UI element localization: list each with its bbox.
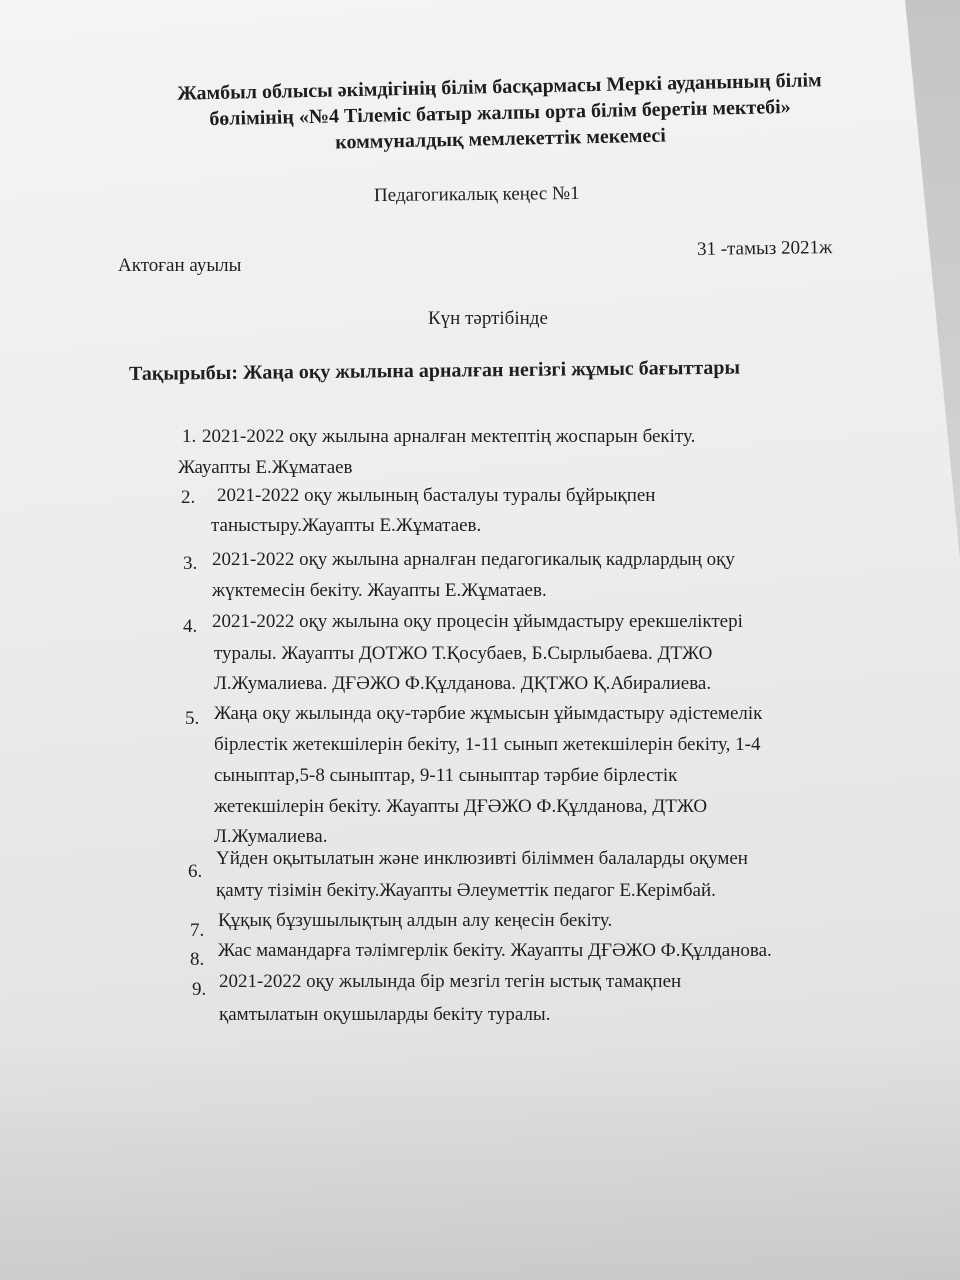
list-item-line: бірлестік жетекшілерін бекіту, 1-11 сынып жетекшілерін бекіту, 1-4 [214,734,761,755]
list-item-line: 2021-2022 оқу жылына арналған педагогикалық кадрлардың оқу [212,549,735,570]
list-item-line: Үйден оқытылатын және инклюзивті біліммен балаларды оқумен [216,848,748,869]
header-line-2: бөлімінің «№4 Тілеміс батыр жалпы орта білім беретін мектебі» [209,95,791,131]
list-item-line: Жауапты Е.Жұматаев [178,457,353,478]
document-header [109,66,890,160]
list-item-line: туралы. Жауапты ДОТЖО Т.Қосубаев, Б.Сырлыбаева. ДТЖО [214,643,713,664]
list-item-line: қамтылатын оқушыларды бекіту туралы. [219,1004,551,1025]
header-line-3: коммуналдық мемлекеттік мекемесі [334,124,667,154]
list-item-line: таныстыру.Жауапты Е.Жұматаев. [211,515,482,536]
list-item-line: Құқық бұзушылықтың алдын алу кеңесін бекіту. [218,910,613,931]
list-item-number: 3. [183,553,198,574]
list-item-line: 2021-2022 оқу жылының басталуы туралы бұйрықпен [217,485,656,506]
agenda-title: Күн тәртібінде [428,308,548,329]
list-item-line: 2021-2022 оқу жылына арналған мектептің жоспарын бекіту. [202,426,696,447]
list-item-number: 2. [181,487,196,508]
list-item-number: 9. [192,979,207,1000]
list-item-line: жүктемесін бекіту. Жауапты Е.Жұматаев. [212,580,547,601]
list-item-line: 2021-2022 оқу жылында бір мезгіл тегін ыстық тамақпен [219,971,682,992]
header-line-1: Жамбыл облысы әкімдігінің білім басқармасы Меркі ауданының білім [177,69,822,105]
list-item-line: Л.Жумалиева. ДҒӘЖО Ф.Құлданова. ДҚТЖО Қ.Абиралиева. [214,673,712,694]
document-date: 31 -тамыз 2021ж [696,237,833,260]
list-item-number: 5. [185,708,200,729]
list-item-line: сыныптар,5-8 сыныптар, 9-11 сыныптар тәрбие бірлестік [214,765,678,786]
council-title: Педагогикалық кеңес №1 [373,182,580,207]
list-item-number: 8. [190,949,205,970]
list-item-line: қамту тізімін бекіту.Жауапты Әлеуметтік педагог Е.Керімбай. [216,880,716,901]
list-item-line: Л.Жумалиева. [214,826,328,847]
list-item-number: 1. [182,426,197,447]
place-name: Актоған ауылы [118,255,242,276]
list-item-number: 4. [183,616,198,637]
list-item-line: 2021-2022 оқу жылына оқу процесін ұйымдастыру ерекшеліктері [212,611,743,632]
list-item-line: Жаңа оқу жылында оқу-тәрбие жұмысын ұйымдастыру әдістемелік [214,703,763,724]
list-item-line: Жас мамандарға тәлімгерлік бекіту. Жауапты ДҒӘЖО Ф.Құлданова. [218,940,772,961]
list-item-number: 7. [190,920,205,941]
list-item-number: 6. [188,861,203,882]
topic-title: Тақырыбы: Жаңа оқу жылына арналған негізгі жұмыс бағыттары [128,356,741,385]
list-item-line: жетекшілерін бекіту. Жауапты ДҒӘЖО Ф.Құлданова, ДТЖО [214,796,708,817]
